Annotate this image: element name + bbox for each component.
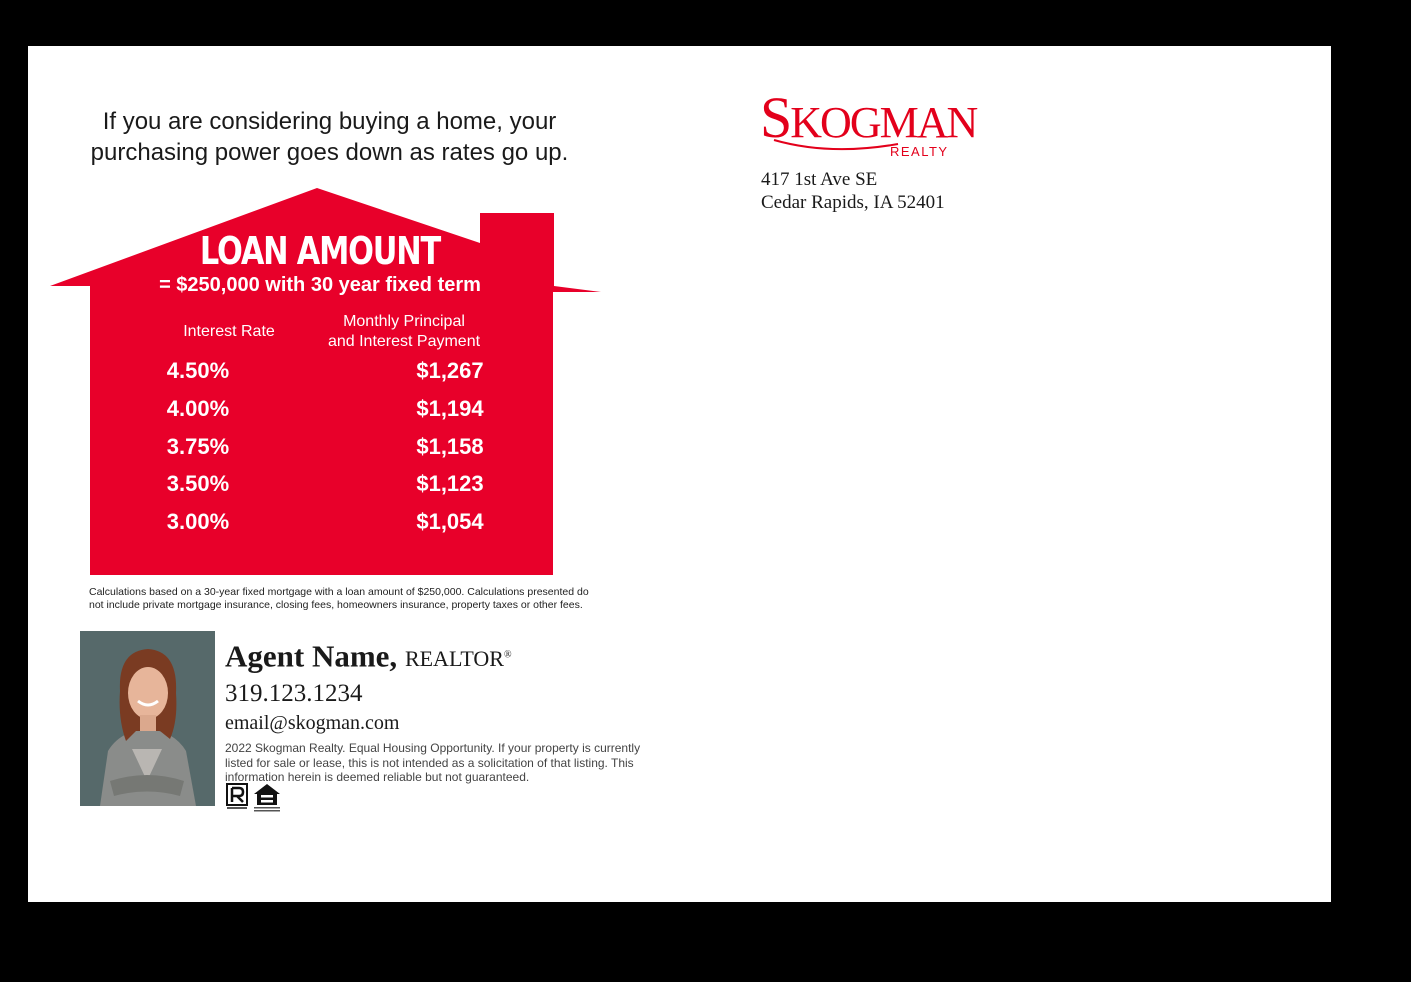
agent-name-line [225,636,655,679]
loan-amount-title: LOAN AMOUNT [199,229,441,273]
headline-line-1: If you are considering buying a home, your [102,108,557,135]
address-line-2: Cedar Rapids, IA 52401 [761,192,945,213]
interest-rate-header: Interest Rate [183,323,275,340]
payment-value: $1,123 [416,471,484,496]
rate-row [154,396,554,428]
loan-amount-subtitle: = $250,000 with 30 year fixed term [159,274,481,296]
agent-title-text: REALTOR [404,646,504,672]
agent-photo [80,631,215,806]
headline-line-2: purchasing power goes down as rates go up. [90,139,569,166]
brand-swoosh-icon [760,136,910,156]
agent-info [225,636,655,785]
payment-value: $1,158 [416,434,484,459]
agent-name: Agent Name, [225,638,398,674]
rate-row [154,358,554,390]
payment-value: $1,194 [416,396,484,421]
payment-header [314,312,494,352]
agent-title [405,646,512,671]
return-address [761,168,945,214]
address-line-1: 417 1st Ave SE [761,169,878,190]
payment-value: $1,267 [416,358,484,383]
registered-mark: ® [503,650,512,661]
agent-phone[interactable]: 319.123.1234 [225,680,363,708]
rate-value: 3.50% [166,471,230,496]
payment-value: $1,054 [416,509,484,534]
calculation-disclaimer: Calculations based on a 30-year fixed mortgage with a loan amount of $250,000. Calculations presented do not include private mortgage insurance, closing fees, homeowners insurance, property taxes or other fees. [89,586,589,611]
equal-housing-icon [254,784,280,812]
payment-header-line-2: and Interest Payment [327,333,481,350]
agent-email[interactable]: email@skogman.com [225,712,400,735]
rate-value: 3.00% [166,509,230,534]
agent-portrait-illustration [80,631,215,806]
payment-header-line-1: Monthly Principal [343,313,465,330]
legal-notice: 2022 Skogman Realty. Equal Housing Opportunity. If your property is currently listed for sale or lease, this is not intended as a solicitation of that listing. This information herein is deemed reliable but not guaranteed. [225,741,641,785]
rate-value: 4.00% [166,396,230,421]
brand-rest: KOGMAN [790,98,977,147]
rate-value: 3.75% [166,434,230,459]
rate-value: 4.50% [166,358,230,383]
rate-row [154,471,554,503]
brand-initial: S [760,85,791,150]
rate-row [154,434,554,466]
skogman-logo [760,85,1000,160]
brand-subtitle: REALTY [890,144,949,159]
realtor-r-icon [227,784,247,809]
rate-row [154,509,554,541]
postcard [28,46,1331,902]
compliance-logos [226,781,286,813]
